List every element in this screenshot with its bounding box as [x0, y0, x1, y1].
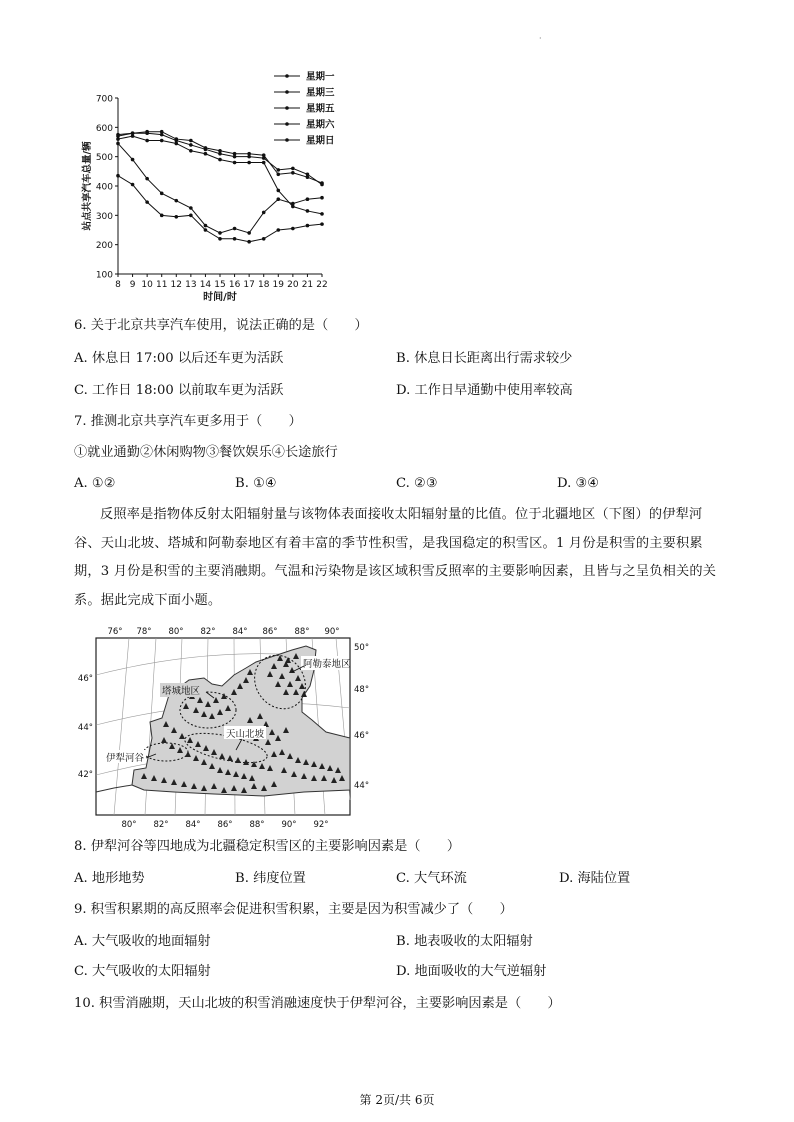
q9-option-b[interactable]: B. 地表吸收的太阳辐射: [396, 934, 533, 949]
data-point-s1: [174, 137, 178, 141]
data-point-s0: [291, 167, 295, 171]
data-point-s2: [218, 158, 222, 162]
y-tick-label: 700: [95, 94, 113, 105]
data-point-s4: [160, 214, 164, 218]
top-longitude-label: 76°: [107, 627, 123, 637]
data-point-s1: [247, 152, 251, 156]
x-tick-label: 20: [287, 280, 299, 290]
data-point-s3: [204, 224, 208, 228]
data-point-s2: [233, 161, 237, 165]
north-xinjiang-map: [74, 620, 374, 835]
q9-stem: 9. 积雪积累期的高反照率会促进积雪积累，主要是因为积雪减少了（ ）: [74, 902, 513, 917]
q9-option-a[interactable]: A. 大气吸收的地面辐射: [74, 934, 211, 949]
x-tick-label: 11: [155, 280, 168, 290]
bottom-longitude-label: 84°: [185, 820, 201, 830]
data-point-s4: [320, 222, 324, 226]
data-point-s3: [116, 142, 120, 146]
y-tick-label: 200: [95, 241, 113, 252]
data-point-s2: [262, 161, 266, 165]
data-point-s3: [174, 199, 178, 203]
legend-marker-2: [285, 106, 289, 110]
q7-option-c[interactable]: C. ②③: [396, 476, 438, 491]
data-point-s1: [160, 130, 164, 134]
q8-option-b[interactable]: B. 纬度位置: [235, 871, 306, 886]
line-chart: [78, 62, 368, 312]
legend-marker-4: [285, 138, 289, 142]
q6-option-c[interactable]: C. 工作日 18:00 以前取车更为活跃: [74, 383, 284, 398]
right-latitude-label: 48°: [354, 685, 370, 695]
data-point-s4: [131, 183, 135, 187]
top-longitude-label: 80°: [168, 627, 184, 637]
q6-option-b[interactable]: B. 休息日长距离出行需求较少: [396, 351, 573, 366]
data-point-s3: [262, 211, 266, 215]
data-point-s1: [204, 146, 208, 150]
legend-marker-3: [285, 122, 289, 126]
legend-marker-0: [285, 74, 289, 78]
q7-option-d[interactable]: D. ③④: [557, 476, 600, 491]
left-latitude-label: 44°: [77, 723, 93, 733]
q7-option-b[interactable]: B. ①④: [235, 476, 277, 491]
q7-option-a[interactable]: A. ①②: [74, 476, 116, 491]
data-point-s4: [247, 240, 251, 244]
data-point-s4: [276, 228, 280, 232]
q7-stem: 7. 推测北京共享汽车更多用于（ ）: [74, 414, 302, 429]
q8-option-d[interactable]: D. 海陆位置: [559, 871, 631, 886]
legend-label-0: 星期一: [306, 71, 335, 83]
right-latitude-label: 44°: [354, 781, 370, 791]
top-longitude-label: 90°: [324, 627, 340, 637]
data-point-s1: [320, 181, 324, 185]
data-point-s4: [116, 174, 120, 178]
label-tianshan: 天山北坡: [226, 729, 265, 740]
data-point-s3: [218, 231, 222, 235]
data-point-s2: [131, 134, 135, 138]
top-longitude-label: 78°: [136, 627, 152, 637]
data-point-s4: [233, 237, 237, 241]
data-point-s3: [233, 227, 237, 231]
data-point-s4: [189, 214, 193, 218]
legend-label-3: 星期六: [306, 119, 335, 131]
data-point-s3: [247, 231, 251, 235]
data-point-s3: [320, 196, 324, 200]
legend-label-4: 星期日: [306, 135, 335, 147]
data-point-s2: [174, 142, 178, 146]
data-point-s1: [116, 133, 120, 137]
y-tick-label: 100: [95, 270, 113, 281]
label-altay: 阿勒泰地区: [303, 659, 351, 670]
data-point-s2: [276, 189, 280, 193]
top-longitude-label: 84°: [232, 627, 248, 637]
top-longitude-label: 88°: [294, 627, 310, 637]
q8-option-c[interactable]: C. 大气环流: [396, 871, 467, 886]
data-point-s4: [291, 227, 295, 231]
label-tacheng: 塔城地区: [162, 686, 201, 697]
x-tick-label: 10: [141, 280, 153, 290]
top-longitude-label: 82°: [200, 627, 216, 637]
q6-option-a[interactable]: A. 休息日 17:00 以后还车更为活跃: [74, 351, 284, 366]
data-point-s1: [306, 175, 310, 179]
data-point-s4: [262, 237, 266, 241]
x-tick-label: 9: [129, 280, 136, 290]
y-tick-label: 300: [95, 211, 113, 222]
x-tick-label: 17: [243, 280, 255, 290]
data-point-s2: [306, 209, 310, 213]
label-yili: 伊犁河谷: [106, 753, 145, 764]
data-point-s1: [218, 149, 222, 153]
right-latitude-label: 46°: [354, 731, 370, 741]
series-line-1: [118, 132, 322, 183]
data-point-s4: [204, 228, 208, 232]
data-point-s2: [116, 137, 120, 141]
data-point-s4: [145, 200, 149, 204]
y-tick-label: 600: [95, 123, 113, 134]
y-tick-label: 400: [95, 182, 113, 193]
data-point-s3: [306, 197, 310, 201]
bottom-longitude-label: 80°: [121, 820, 137, 830]
data-point-s2: [247, 161, 251, 165]
data-point-s2: [160, 139, 164, 143]
bottom-longitude-label: 88°: [249, 820, 265, 830]
bottom-longitude-label: 92°: [313, 820, 329, 830]
x-tick-label: 22: [316, 280, 328, 290]
data-point-s1: [233, 152, 237, 156]
data-point-s3: [145, 177, 149, 181]
data-point-s2: [204, 152, 208, 156]
legend-marker-1: [285, 90, 289, 94]
data-point-s2: [189, 149, 193, 153]
top-longitude-label: 86°: [262, 627, 278, 637]
data-point-s4: [218, 237, 222, 241]
data-point-s1: [291, 171, 295, 175]
left-latitude-label: 42°: [77, 770, 93, 780]
q6-stem: 6. 关于北京共享汽车使用，说法正确的是（ ）: [74, 318, 368, 333]
passage: [74, 501, 722, 615]
x-tick-label: 19: [272, 280, 285, 290]
data-point-s4: [306, 224, 310, 228]
data-point-s0: [276, 168, 280, 172]
data-point-s1: [262, 153, 266, 157]
q6-option-d[interactable]: D. 工作日早通勤中使用率较高: [396, 383, 573, 398]
data-point-s2: [145, 139, 149, 143]
x-tick-label: 12: [170, 280, 183, 290]
passage-text: 反照率是指物体反射太阳辐射量与该物体表面接收太阳辐射量的比值。位于北疆地区（下图）的伊犁河谷、天山北坡、塔城和阿勒泰地区有着丰富的季节性积雪，是我国稳定的积雪区。1 月份是积雪的主要积累期，3 月份是积雪的主要消融期。气温和污染物是该区域积雪反照率的主要影响因素，且皆与之呈负相关的关系。据此完成下面小题。: [74, 507, 717, 608]
data-point-s0: [189, 143, 193, 147]
data-point-s3: [276, 197, 280, 201]
q9-option-d[interactable]: D. 地面吸收的大气逆辐射: [396, 964, 547, 979]
q7-items: ①就业通勤②休闲购物③餐饮娱乐④长途旅行: [74, 445, 338, 460]
bottom-longitude-label: 86°: [217, 820, 233, 830]
legend-label-2: 星期五: [306, 103, 335, 115]
x-tick-label: 13: [185, 280, 197, 290]
data-point-s3: [160, 192, 164, 196]
left-latitude-label: 46°: [77, 674, 93, 684]
scan-dot: ·: [539, 34, 542, 43]
data-point-s3: [131, 158, 135, 162]
q9-option-c[interactable]: C. 大气吸收的太阳辐射: [74, 964, 211, 979]
bottom-longitude-label: 82°: [153, 820, 169, 830]
page-footer: 第 2页/共 6页: [359, 1093, 435, 1107]
q8-option-a[interactable]: A. 地形地势: [74, 871, 145, 886]
x-tick-label: 18: [257, 280, 270, 290]
y-tick-label: 500: [95, 153, 113, 164]
data-point-s2: [320, 212, 324, 216]
y-axis-title: 站点共享汽车总量/辆: [82, 141, 93, 231]
q10-stem: 10. 积雪消融期，天山北坡的积雪消融速度快于伊犁河谷，主要影响因素是（ ）: [74, 996, 561, 1011]
x-axis-title: 时间/时: [203, 292, 237, 303]
data-point-s1: [276, 172, 280, 176]
q8-stem: 8. 伊犁河谷等四地成为北疆稳定积雪区的主要影响因素是（ ）: [74, 839, 461, 854]
x-tick-label: 15: [214, 280, 226, 290]
bottom-longitude-label: 90°: [281, 820, 297, 830]
legend-label-1: 星期三: [306, 87, 335, 99]
series-line-3: [118, 143, 322, 232]
data-point-s3: [189, 206, 193, 210]
data-point-s1: [189, 139, 193, 143]
x-tick-label: 8: [115, 280, 121, 290]
data-point-s4: [174, 215, 178, 219]
right-latitude-label: 50°: [354, 643, 370, 653]
x-tick-label: 16: [228, 280, 241, 290]
data-point-s1: [145, 130, 149, 134]
x-tick-label: 21: [301, 280, 314, 290]
data-point-s3: [291, 202, 295, 206]
x-tick-label: 14: [199, 280, 212, 290]
